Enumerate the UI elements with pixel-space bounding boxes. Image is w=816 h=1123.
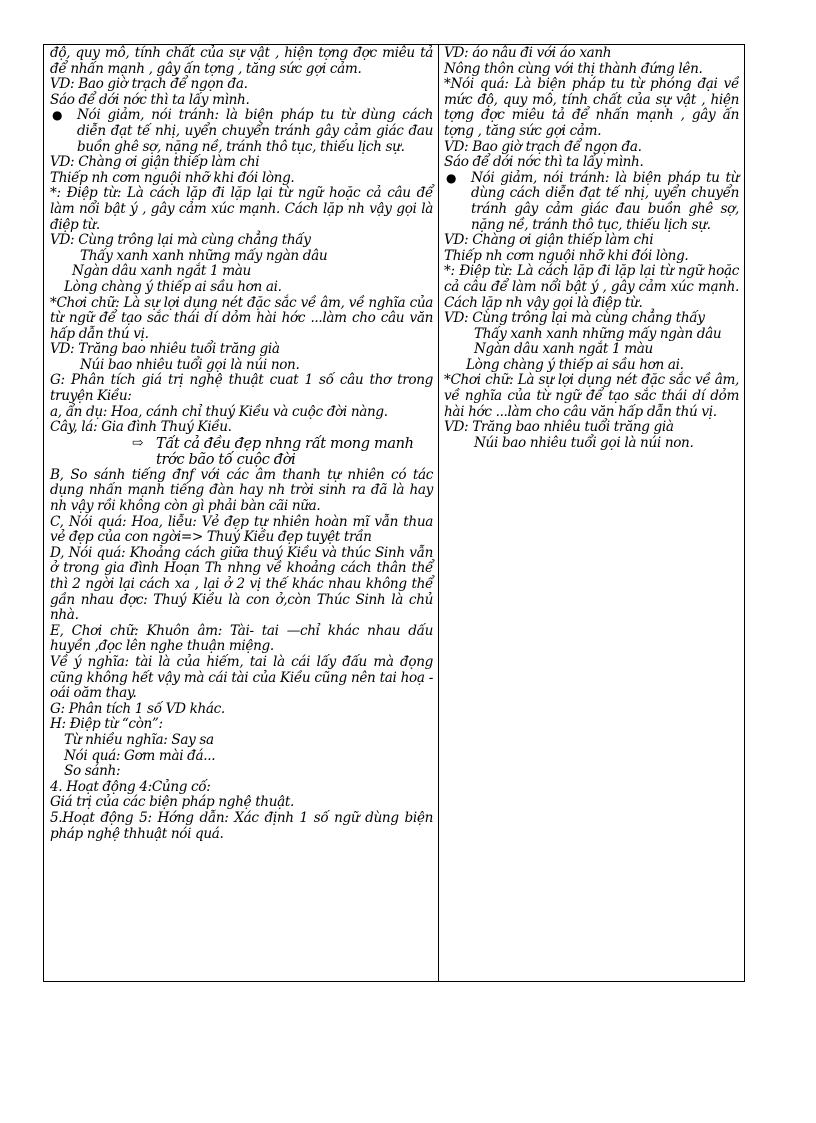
paragraph: Thiếp nh cơm nguội nhỡ khi đói lòng. [444,247,689,264]
indented-line: Lòng chàng ý thiếp ai sầu hơn ai. [466,356,684,373]
paragraph: Giá trị của các biện pháp nghệ thuật. [50,794,294,811]
paragraph: *: Điệp từ: Là cách lặp đi lặp lại từ ngữ hoặc cả câu để làm nổi bật ý , gây cảm xúc mạnh. Cách lặp nh vậy gọi là điệp từ. [444,263,739,311]
paragraph: G: Phân tích 1 số VD khác. [50,700,225,717]
arrow-right-icon: ⇨ [132,434,144,451]
paragraph: Sáo để dới nớc thì ta lấy mình. [50,91,250,108]
bullet-paragraph [444,171,739,233]
conclusion-text: Tất cả đều đẹp nhng rất mong manh trớc bão tố cuộc đời [156,435,414,468]
indented-line: Thấy xanh xanh những mấy ngàn dâu [474,325,722,342]
paragraph: Nông thôn cùng với thị thành đứng lên. [444,60,703,77]
indented-line: Từ nhiều nghĩa: Say sa [64,731,214,748]
paragraph: VD: áo nâu đi với áo xanh [444,45,612,61]
paragraph: *Chơi chữ: Là sự lợi dụng nét đặc sắc về âm, về nghĩa của từ ngữ để tạo sắc thái dí dỏm hài hớc ...làm cho câu văn hấp dẫn thú vị. [444,372,739,420]
paragraph: G: Phân tích giá trị nghệ thuật cuat 1 số câu thơ trong truyện Kiều: [50,372,433,405]
indented-line: Núi bao nhiêu tuổi gọi là núi non. [474,434,694,451]
indented-line: So sánh: [64,763,121,780]
paragraph: *: Điệp từ: Là cách lặp đi lặp lại từ ngữ hoặc cả câu để làm nổi bật ý , gây cảm xúc mạnh. Cách lặp nh vậy gọi là điệp từ. [50,185,433,233]
indented-line: Ngàn dâu xanh ngắt 1 màu [474,341,653,358]
bullet-dot-icon: ● [446,170,457,185]
indented-line: Lòng chàng ý thiếp ai sầu hơn ai. [64,278,282,295]
paragraph: E, Chơi chữ: Khuôn âm: Tài- tai —chỉ khác nhau dấu huyền ,đọc lên nghe thuận miệng. [50,622,433,655]
paragraph: VD: Cùng trông lại mà cùng chẳng thấy [50,232,311,249]
paragraph: VD: Trăng bao nhiêu tuổi trăng già [50,341,280,358]
paragraph: Sáo để dới nớc thì ta lấy mình. [444,154,644,171]
paragraph: D, Nói quá: Khoảng cách giữa thuý Kiều và thúc Sinh vẫn ở trong gia đình Hoạn Th nhng về khoảng cách thân thể thì 2 ngời lại cách xa , lại ở 2 vị thế khác nhau không thể gần nhau đợc: Thuý Kiều là con ở,còn Thúc Sinh là chủ nhà. [50,544,433,624]
right-column [439,45,744,981]
paragraph: *Nói quá: Là biện pháp tu từ phóng đại về mức độ, quy mô, tính chất của sự vật , hiện tợng đợc miêu tả để nhấn mạnh , gây ấn tợng , tăng sức gợi cảm. [444,76,739,139]
indented-line: Ngàn dâu xanh ngắt 1 màu [72,263,251,280]
indented-line: Nói quá: Gơm mài đá... [64,747,216,764]
paragraph: Cây, lá: Gia đình Thuý Kiều. [50,419,232,436]
indented-line: Thấy xanh xanh những mấy ngàn dâu [80,247,328,264]
bullet-text: Nói giảm, nói tránh: là biện pháp tu từ dùng cách diễn đạt tế nhị, uyển chuyển tránh gây cảm giác đau buồn ghê sợ, nặng nề, tránh thô tục, thiếu lịch sự. [77,107,433,155]
bullet-text: Nói giảm, nói tránh: là biện pháp tu từ dùng cách diễn đạt tế nhị, uyển chuyển tránh gây cảm giác đau buồn ghê sợ, nặng nề, tránh thô tục, thiếu lịch sự. [471,169,739,233]
paragraph: VD: Bao giờ trạch để ngọn đa. [50,76,248,93]
paragraph: B, So sánh tiếng đnf với các âm thanh tự nhiên có tác dụng nhấn mạnh tiếng đàn hay nh trời sinh ra đã là hay nh vậy rồi không còn gì phải bàn cãi nữa. [50,466,433,515]
paragraph: VD: Cùng trông lại mà cùng chẳng thấy [444,310,705,327]
paragraph: VD: Bao giờ trạch để ngọn đa. [444,138,642,155]
two-column-table [43,44,745,982]
paragraph: *Chơi chữ: Là sự lợi dụng nét đặc sắc về âm, về nghĩa của từ ngữ để tạo sắc thái dí dỏm hài hớc ...làm cho câu văn hấp dẫn thú vị. [50,294,433,342]
left-column [44,45,439,981]
paragraph: C, Nói quá: Hoa, liễu: Vẻ đẹp tự nhiên hoàn mĩ vẫn thua vẻ đẹp của con ngời=> Thuý Kiều đẹp tuyệt trần [50,513,433,546]
paragraph: 5.Hoạt động 5: Hớng dẫn: Xác định 1 số ngữ dùng biện pháp nghệ thhuật nói quá. [50,809,433,842]
paragraph: H: Điệp từ “còn”: [50,716,163,733]
paragraph: a, ẩn dụ: Hoa, cánh chỉ thuý Kiều và cuộc đời nàng. [50,403,388,420]
paragraph: VD: Chàng ơi giận thiếp làm chi [444,232,654,249]
paragraph: VD: Chàng ơi giận thiếp làm chi [50,154,260,171]
bullet-paragraph [50,108,433,155]
paragraph: Thiếp nh cơm nguội nhỡ khi đói lòng. [50,169,295,186]
indented-line: Núi bao nhiêu tuổi gọi là núi non. [80,356,300,373]
paragraph: Về ý nghĩa: tài là của hiếm, tai là cái lấy đấu mà đọng cũng không hết vậy mà cái tài của Kiều cũng nên tai hoạ - oái oăm thay. [50,653,433,702]
paragraph: VD: Trăng bao nhiêu tuổi trăng già [444,419,674,436]
arrow-conclusion [50,436,433,468]
paragraph: 4. Hoạt động 4:Củng cố: [50,778,211,795]
bullet-dot-icon: ● [52,108,63,123]
paragraph: độ, quy mô, tính chất của sự vật , hiện tợng đợc miêu tả để nhấn mạnh , gây ấn tợng , tăng sức gợi cảm. [50,45,433,77]
